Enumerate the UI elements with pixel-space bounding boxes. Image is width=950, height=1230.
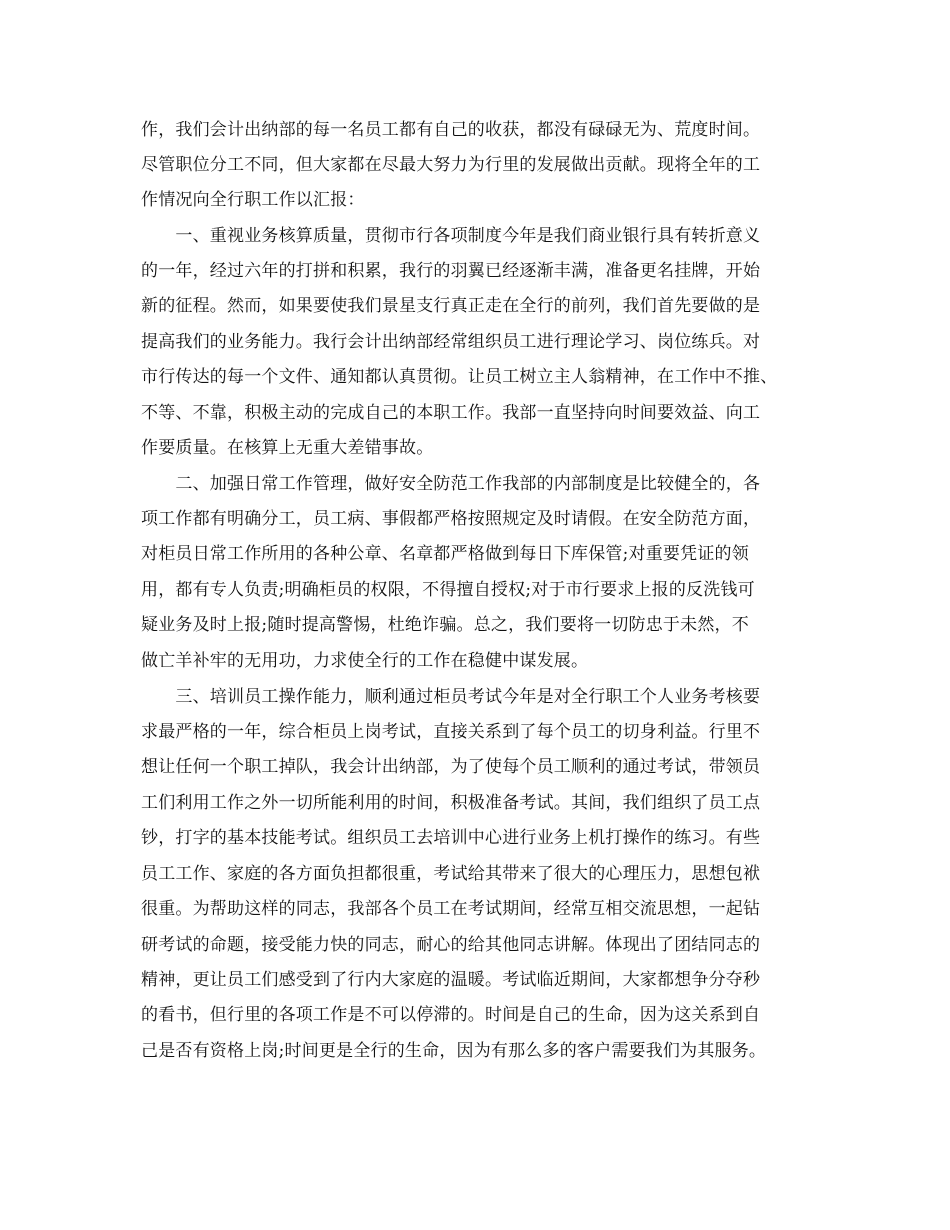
text-line: 新的征程。然而，如果要使我们景星支行真正走在全行的前列，我们首先要做的是 bbox=[141, 296, 761, 316]
text-line: 三、培训员工操作能力，顺利通过柜员考试今年是对全行职工个人业务考核要 bbox=[141, 687, 761, 707]
text-line: 做亡羊补牢的无用功，力求使全行的工作在稳健中谋发展。 bbox=[141, 651, 589, 671]
text-line: 员工工作、家庭的各方面负担都很重，考试给其带来了很大的心理压力，思想包袱 bbox=[141, 864, 761, 884]
text-line: 的看书，但行里的各项工作是不可以停滞的。时间是自己的生命，因为这关系到自 bbox=[141, 1005, 761, 1025]
text-line: 二、加强日常工作管理，做好安全防范工作我部的内部制度是比较健全的，各 bbox=[141, 474, 761, 494]
text-line: 不等、不靠，积极主动的完成自己的本职工作。我部一直坚持向时间要效益、向工 bbox=[141, 403, 761, 423]
text-line: 很重。为帮助这样的同志，我部各个员工在考试期间，经常互相交流思想，一起钻 bbox=[141, 899, 761, 919]
text-line: 的一年，经过六年的打拼和积累，我行的羽翼已经逐渐丰满，准备更名挂牌，开始 bbox=[141, 261, 761, 281]
text-line: 市行传达的每一个文件、通知都认真贯彻。让员工树立主人翁精神，在工作中不推、 bbox=[141, 367, 778, 387]
text-line: 项工作都有明确分工，员工病、事假都严格按照规定及时请假。在安全防范方面， bbox=[141, 509, 761, 529]
text-line: 提高我们的业务能力。我行会计出纳部经常组织员工进行理论学习、岗位练兵。对 bbox=[141, 332, 761, 352]
text-line: 用，都有专人负责;明确柜员的权限，不得擅自授权;对于市行要求上报的反洗钱可 bbox=[141, 580, 755, 600]
text-line: 求最严格的一年，综合柜员上岗考试，直接关系到了每个员工的切身利益。行里不 bbox=[141, 722, 761, 742]
text-line: 一、重视业务核算质量，贯彻市行各项制度今年是我们商业银行具有转折意义 bbox=[141, 226, 761, 246]
text-line: 研考试的命题，接受能力快的同志，耐心的给其他同志讲解。体现出了团结同志的 bbox=[141, 935, 761, 955]
text-line: 精神，更让员工们感受到了行内大家庭的温暖。考试临近期间，大家都想争分夺秒 bbox=[141, 970, 761, 990]
text-line: 钞，打字的基本技能考试。组织员工去培训中心进行业务上机打操作的练习。有些 bbox=[141, 828, 761, 848]
text-line: 作，我们会计出纳部的每一名员工都有自己的收获，都没有碌碌无为、荒度时间。 bbox=[141, 120, 761, 140]
text-line: 对柜员日常工作所用的各种公章、名章都严格做到每日下库保管;对重要凭证的领 bbox=[141, 544, 749, 564]
text-line: 己是否有资格上岗;时间更是全行的生命，因为有那么多的客户需要我们为其服务。 bbox=[141, 1041, 767, 1061]
text-line: 尽管职位分工不同，但大家都在尽最大努力为行里的发展做出贡献。现将全年的工 bbox=[141, 155, 761, 175]
text-line: 作情况向全行职工作以汇报： bbox=[141, 190, 365, 210]
text-line: 作要质量。在核算上无重大差错事故。 bbox=[141, 438, 434, 458]
text-line: 疑业务及时上报;随时提高警惕，杜绝诈骗。总之，我们要将一切防忠于未然，不 bbox=[141, 615, 749, 635]
text-line: 想让任何一个职工掉队，我会计出纳部，为了使每个员工顺利的通过考试，带领员 bbox=[141, 757, 761, 777]
text-line: 工们利用工作之外一切所能利用的时间，积极准备考试。其间，我们组织了员工点 bbox=[141, 793, 761, 813]
